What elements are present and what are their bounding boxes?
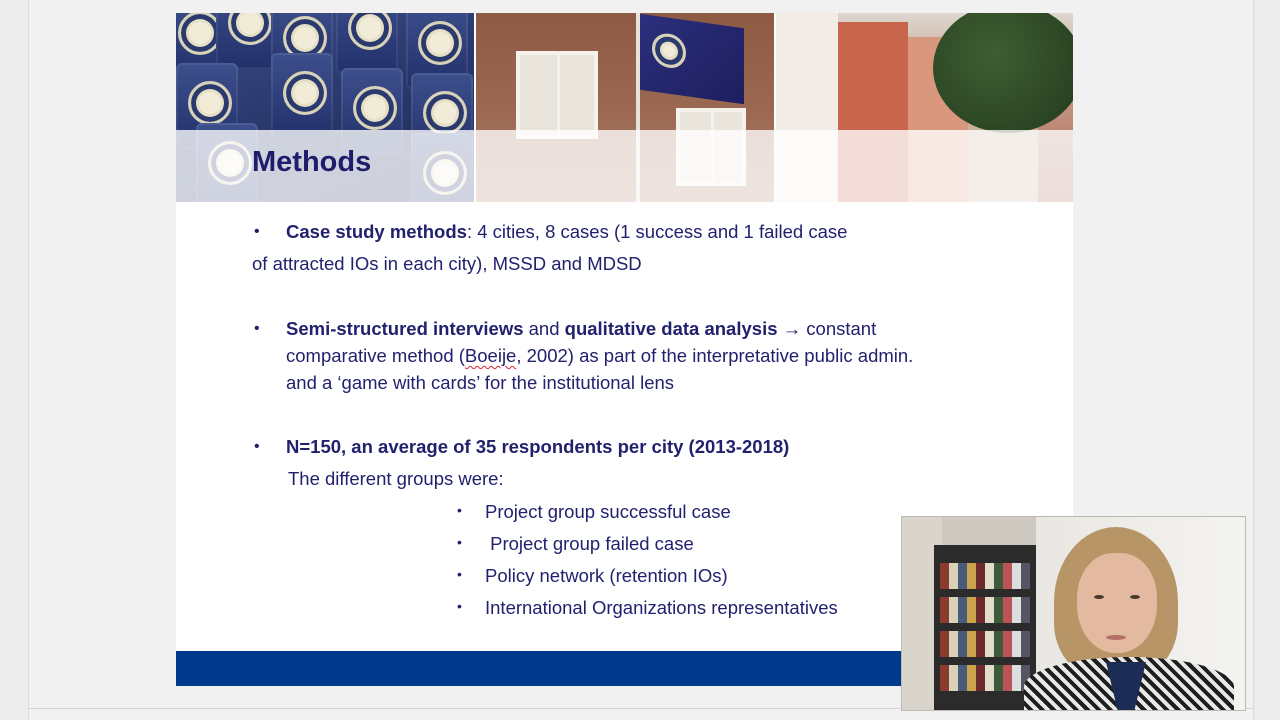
group-item-4: International Organizations representatives <box>485 597 838 618</box>
bullet-3-line-2: The different groups were: <box>288 468 504 489</box>
presenter-eye-right <box>1130 595 1140 599</box>
bullet-2-bold-1: Semi-structured interviews <box>286 318 524 339</box>
bullet-1-line-2: of attracted IOs in each city), MSSD and MDSD <box>252 253 642 274</box>
bullet-2-line-3: and a ‘game with cards’ for the institutional lens <box>286 372 675 393</box>
bullet-1-glyph: • <box>254 223 260 240</box>
presenter-mouth <box>1106 635 1126 640</box>
bullet-3-bold: N=150, an average of 35 respondents per city (2013-2018) <box>286 436 790 457</box>
bullet-1-text: : 4 cities, 8 cases (1 success and 1 failed case <box>466 221 848 242</box>
bullet-2-line-2 <box>286 345 913 367</box>
presenter-eye-left <box>1094 595 1104 599</box>
video-bookshelf <box>934 545 1036 710</box>
bullet-2-line-2-post: , 2002) as part of the interpretative public admin. <box>516 345 914 366</box>
bullet-2-glyph: • <box>254 320 260 337</box>
bullet-1-line-1 <box>286 221 847 243</box>
group-item-2: Project group failed case <box>485 533 694 554</box>
arrow-right-icon: → <box>777 318 807 339</box>
bullet-2-bold-2: qualitative data analysis <box>564 318 778 339</box>
group-2-glyph: • <box>457 534 462 550</box>
right-panel-strip <box>1253 0 1280 720</box>
group-3-glyph: • <box>457 566 462 582</box>
left-panel-strip <box>0 0 29 720</box>
slide-title: Methods <box>252 146 372 178</box>
group-4-glyph: • <box>457 598 462 614</box>
bullet-2-and: and <box>523 318 565 339</box>
bullet-2-line-2-pre: comparative method ( <box>286 345 465 366</box>
citation-boeije: Boeije <box>464 345 517 366</box>
bullet-2-text: constant <box>806 318 877 339</box>
bullet-1-bold: Case study methods <box>286 221 467 242</box>
bullet-3-line-1 <box>286 436 789 458</box>
bullet-3-glyph: • <box>254 438 260 455</box>
group-1-glyph: • <box>457 502 462 518</box>
webcam-video-overlay[interactable] <box>901 516 1246 711</box>
group-item-1: Project group successful case <box>485 501 731 522</box>
bullet-2-line-1 <box>286 318 876 340</box>
group-item-3: Policy network (retention IOs) <box>485 565 728 586</box>
